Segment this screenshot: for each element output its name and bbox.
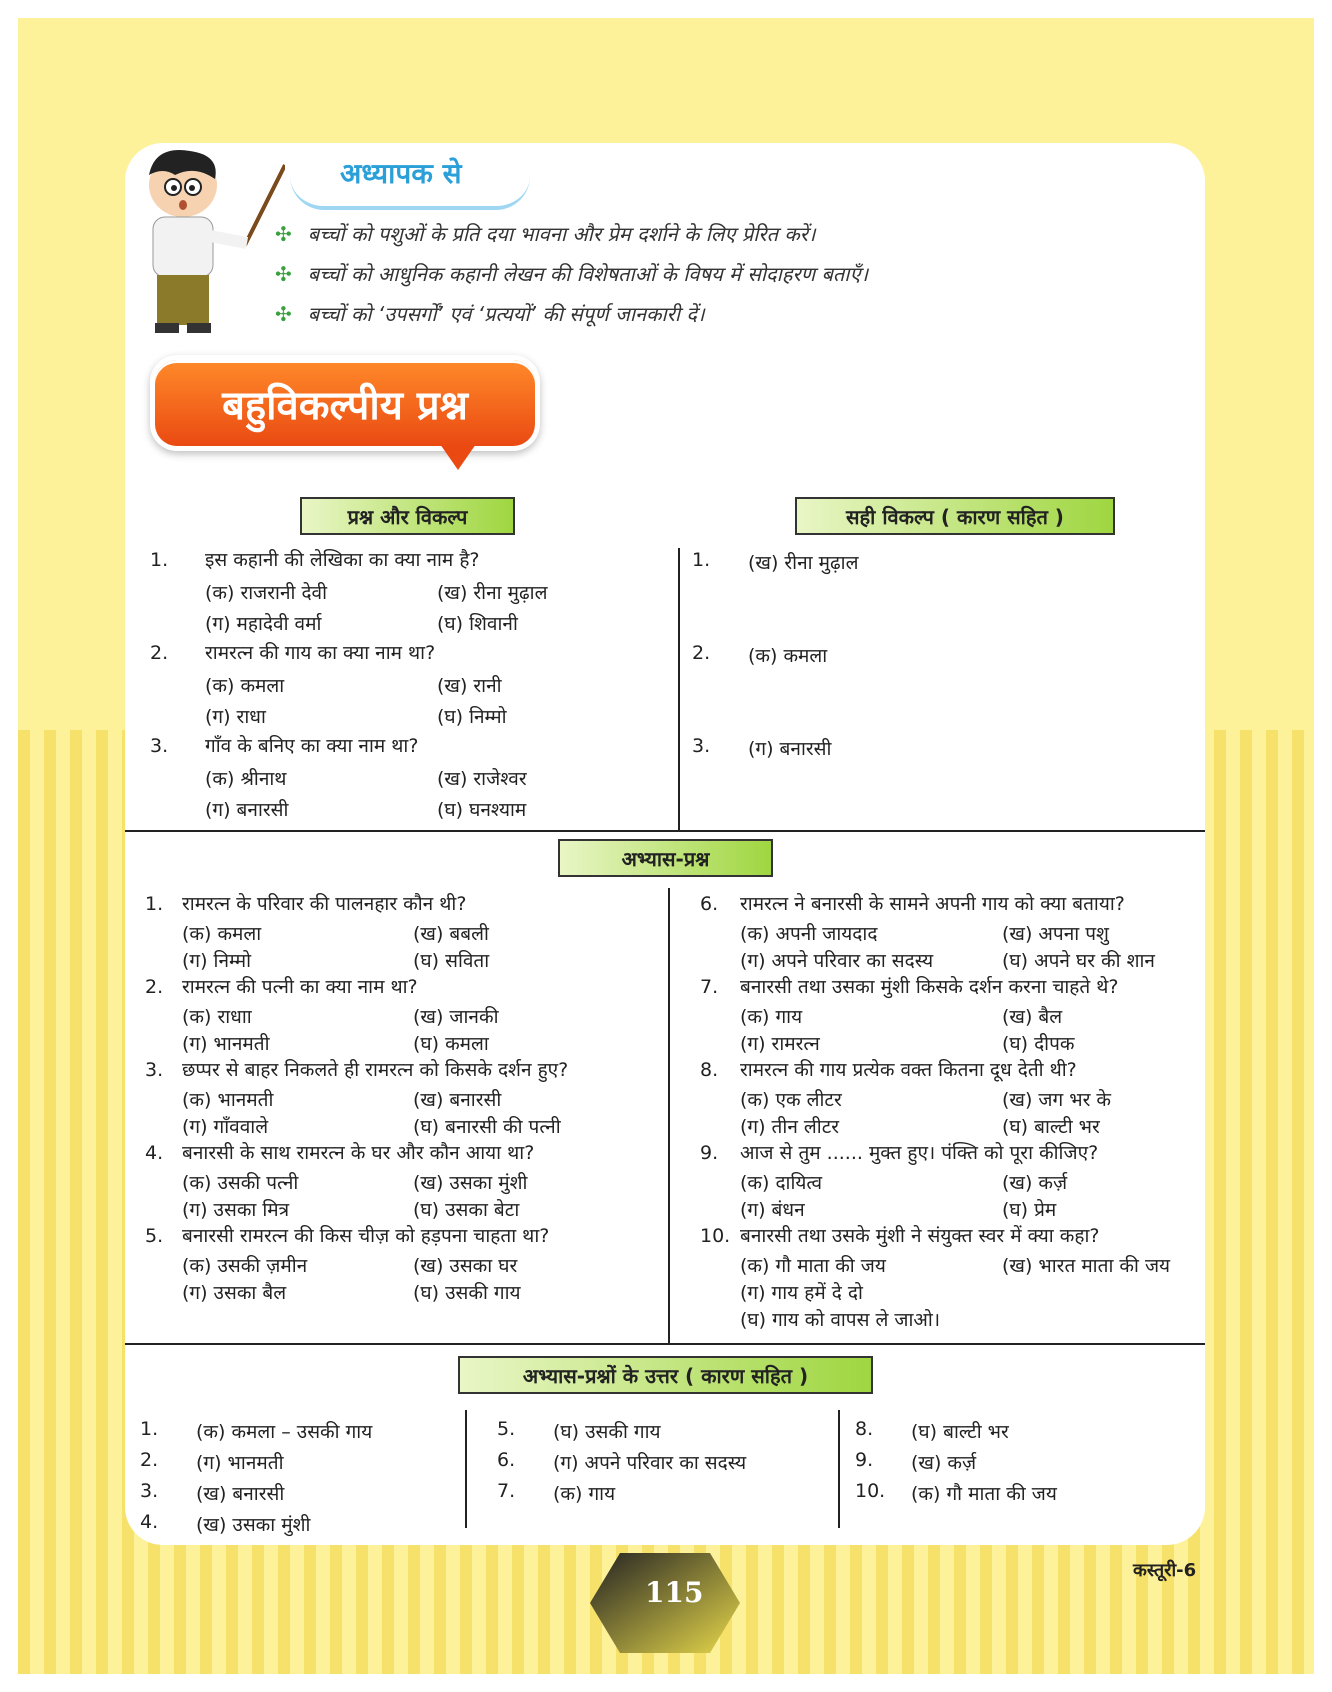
option: (क) श्रीनाथ: [205, 768, 287, 790]
teacher-title: अध्यापक से: [340, 157, 462, 190]
flower-bullet-icon: ✣: [275, 302, 292, 326]
question-text: बनारसी के साथ रामरत्न के घर और कौन आया था?: [182, 1142, 535, 1164]
book-label: कस्तूरी-6: [1133, 1560, 1197, 1581]
answer-text: (ख) बनारसी: [196, 1483, 285, 1505]
answers-divider: [838, 1410, 840, 1528]
mcq-divider: [678, 548, 680, 830]
section-banner: बहुविकल्पीय प्रश्न: [155, 360, 535, 446]
option: (ग) बनारसी: [205, 799, 289, 821]
option: (क) गाय: [740, 1006, 803, 1028]
question-number: 4.: [145, 1142, 164, 1164]
answer-text: (ग) भानमती: [196, 1452, 284, 1474]
option: (घ) सविता: [413, 950, 490, 972]
mcq-right-heading: सही विकल्प ( कारण सहित ): [795, 497, 1115, 535]
option: (ख) उसका मुंशी: [413, 1172, 528, 1194]
option: (ख) जग भर के: [1002, 1089, 1112, 1111]
question-text: इस कहानी की लेखिका का क्या नाम है?: [205, 549, 480, 571]
answer-text: (क) गौ माता की जय: [911, 1483, 1057, 1505]
option: (ख) जानकी: [413, 1006, 499, 1028]
question-number: 6.: [700, 893, 719, 915]
option: (ख) बनारसी: [413, 1089, 502, 1111]
option: (क) कमला: [182, 923, 262, 945]
flower-bullet-icon: ✣: [275, 222, 292, 246]
option: (क) एक लीटर: [740, 1089, 842, 1111]
option: (क) राजरानी देवी: [205, 582, 328, 604]
answer-number: 9.: [855, 1449, 874, 1471]
question-text: आज से तुम ...... मुक्त हुए। पंक्ति को पूरा कीजिए?: [740, 1142, 1099, 1164]
banner-tail: [440, 444, 476, 470]
question-text: छप्पर से बाहर निकलते ही रामरत्न को किसके दर्शन हुए?: [182, 1059, 569, 1081]
question-number: 5.: [145, 1225, 164, 1247]
tip-item: [275, 300, 868, 340]
option: (क) दायित्व: [740, 1172, 823, 1194]
question-number: 1.: [145, 893, 164, 915]
correct-answer: (ग) बनारसी: [748, 738, 832, 760]
teacher-title-swoosh: [290, 176, 530, 210]
option: (ग) गाय हमें दे दो: [740, 1282, 863, 1304]
option: (ग) उसका मित्र: [182, 1199, 290, 1221]
option: (ग) राधा: [205, 706, 266, 728]
option: (घ) उसका बेटा: [413, 1199, 520, 1221]
option: (ग) बंधन: [740, 1199, 805, 1221]
option: (क) अपनी जायदाद: [740, 923, 878, 945]
question-number: 2.: [150, 642, 169, 664]
answer-text: (क) गाय: [553, 1483, 616, 1505]
option: (घ) गाय को वापस ले जाओ।: [740, 1309, 941, 1331]
teacher-illustration: [135, 145, 285, 335]
option: (क) भानमती: [182, 1089, 274, 1111]
option: (घ) शिवानी: [437, 613, 518, 635]
question-text: रामरत्न की गाय प्रत्येक वक्त कितना दूध देती थी?: [740, 1059, 1077, 1081]
page-number: 115: [645, 1576, 704, 1609]
option: (ग) रामरत्न: [740, 1033, 820, 1055]
option: (क) उसकी पत्नी: [182, 1172, 299, 1194]
correct-answer: (ख) रीना मुढ़ाल: [748, 552, 859, 574]
question-text: रामरत्न ने बनारसी के सामने अपनी गाय को क्या बताया?: [740, 893, 1125, 915]
answer-text: (घ) बाल्टी भर: [911, 1421, 1009, 1443]
option: (क) कमला: [205, 675, 285, 697]
option: (ग) भानमती: [182, 1033, 270, 1055]
question-text: बनारसी तथा उसके मुंशी ने संयुक्त स्वर में क्या कहा?: [740, 1225, 1100, 1247]
option: (ख) भारत माता की जय: [1002, 1255, 1171, 1277]
answer-number: 3.: [140, 1480, 159, 1502]
option: (ख) कर्ज़: [1002, 1172, 1068, 1194]
option: (घ) दीपक: [1002, 1033, 1075, 1055]
option: (ग) उसका बैल: [182, 1282, 287, 1304]
option: (घ) प्रेम: [1002, 1199, 1057, 1221]
answer-text: (क) कमला – उसकी गाय: [196, 1421, 373, 1443]
option: (ग) अपने परिवार का सदस्य: [740, 950, 934, 972]
question-text: बनारसी तथा उसका मुंशी किसके दर्शन करना चाहते थे?: [740, 976, 1119, 998]
section-rule: [125, 1343, 1205, 1345]
option: (ख) अपना पशु: [1002, 923, 1109, 945]
mcq-left-heading: प्रश्न और विकल्प: [300, 497, 515, 535]
option: (क) उसकी ज़मीन: [182, 1255, 308, 1277]
answer-number: 5.: [497, 1418, 516, 1440]
tip-item: [275, 260, 868, 300]
correct-answer: (क) कमला: [748, 645, 828, 667]
question-number: 3.: [150, 735, 169, 757]
question-text: गाँव के बनिए का क्या नाम था?: [205, 735, 419, 757]
answer-number: 7.: [497, 1480, 516, 1502]
question-number: 2.: [145, 976, 164, 998]
option: (घ) बाल्टी भर: [1002, 1116, 1100, 1138]
answer-number: 8.: [855, 1418, 874, 1440]
option: (घ) घनश्याम: [437, 799, 527, 821]
question-text: रामरत्न की गाय का क्या नाम था?: [205, 642, 436, 664]
tip-text: बच्चों को ‘उपसर्गों’ एवं ‘प्रत्ययों’ की संपूर्ण जानकारी दें।: [307, 302, 705, 326]
question-text: रामरत्न के परिवार की पालनहार कौन थी?: [182, 893, 467, 915]
practice-heading: अभ्यास-प्रश्न: [558, 839, 773, 877]
question-text: बनारसी रामरत्न की किस चीज़ को हड़पना चाहता था?: [182, 1225, 550, 1247]
option: (क) गौ माता की जय: [740, 1255, 886, 1277]
answer-number: 6.: [497, 1449, 516, 1471]
answer-number: 2.: [692, 642, 711, 664]
answer-number: 4.: [140, 1511, 159, 1533]
option: (ग) निम्मो: [182, 950, 251, 972]
answers-heading: अभ्यास-प्रश्नों के उत्तर ( कारण सहित ): [458, 1356, 873, 1394]
question-number: 8.: [700, 1059, 719, 1081]
option: (ग) तीन लीटर: [740, 1116, 840, 1138]
answer-text: (ख) उसका मुंशी: [196, 1514, 311, 1536]
option: (ख) रानी: [437, 675, 502, 697]
answer-text: (ख) कर्ज़: [911, 1452, 977, 1474]
option: (घ) कमला: [413, 1033, 489, 1055]
option: (ख) बैल: [1002, 1006, 1063, 1028]
teacher-tips: [275, 220, 868, 340]
answer-text: (घ) उसकी गाय: [553, 1421, 661, 1443]
question-text: रामरत्न की पत्नी का क्या नाम था?: [182, 976, 418, 998]
option: (घ) बनारसी की पत्नी: [413, 1116, 561, 1138]
question-number: 1.: [150, 549, 169, 571]
answers-divider: [465, 1410, 467, 1528]
answer-number: 3.: [692, 735, 711, 757]
option: (ख) बबली: [413, 923, 489, 945]
option: (ग) गाँववाले: [182, 1116, 269, 1138]
option: (घ) उसकी गाय: [413, 1282, 521, 1304]
question-number: 7.: [700, 976, 719, 998]
section-rule: [125, 830, 1205, 832]
tip-text: बच्चों को आधुनिक कहानी लेखन की विशेषताओं के विषय में सोदाहरण बताएँ।: [307, 262, 869, 286]
tip-text: बच्चों को पशुओं के प्रति दया भावना और प्रेम दर्शाने के लिए प्रेरित करें।: [307, 222, 816, 246]
option: (ख) रीना मुढ़ाल: [437, 582, 548, 604]
flower-bullet-icon: ✣: [275, 262, 292, 286]
option: (घ) अपने घर की शान: [1002, 950, 1155, 972]
answer-number: 1.: [140, 1418, 159, 1440]
option: (ग) महादेवी वर्मा: [205, 613, 322, 635]
question-number: 9.: [700, 1142, 719, 1164]
answer-number: 2.: [140, 1449, 159, 1471]
question-number: 10.: [700, 1225, 731, 1247]
question-number: 3.: [145, 1059, 164, 1081]
option: (घ) निम्मो: [437, 706, 507, 728]
option: (क) राधाा: [182, 1006, 252, 1028]
option: (ख) राजेश्वर: [437, 768, 527, 790]
answer-number: 10.: [855, 1480, 886, 1502]
answer-text: (ग) अपने परिवार का सदस्य: [553, 1452, 747, 1474]
practice-divider: [668, 888, 670, 1343]
tip-item: [275, 220, 868, 260]
answer-number: 1.: [692, 549, 711, 571]
option: (ख) उसका घर: [413, 1255, 518, 1277]
